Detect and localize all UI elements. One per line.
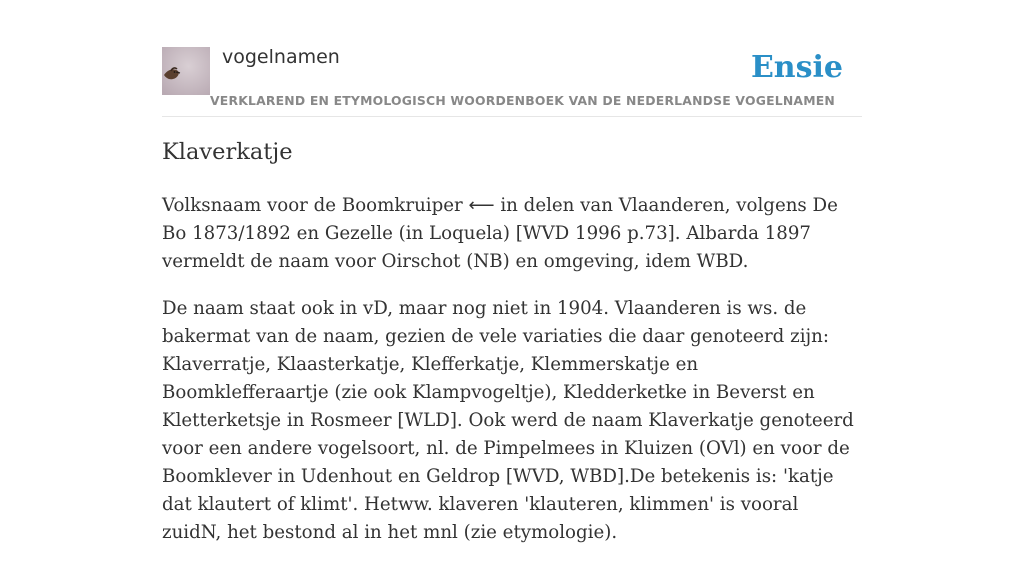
site-subtitle: VERKLAREND EN ETYMOLOGISCH WOORDENBOEK VAN DE NEDERLANDSE VOGELNAMEN [210, 93, 835, 108]
arrow-left-icon[interactable]: ⟵ [468, 195, 495, 216]
bird-photo-icon [162, 47, 210, 95]
paragraph-1-text-end: in delen van Vlaanderen, volgens De Bo 1873/1892 en Gezelle (in Loquela) [WVD 1996 p.73]. Albarda 1897 vermeldt de naam voor Oirschot (NB) en omgeving, idem WBD. [162, 195, 838, 272]
site-name-link[interactable]: vogelnamen [222, 46, 340, 68]
entry-paragraph-2: De naam staat ook in vD, maar nog niet in 1904. Vlaanderen is ws. de bakermat van de naam, gezien de vele variaties die daar genoteerd zijn: Klaverratje, Klaasterkatje, Klefferkatje, Klemmerskatje en Boomklefferaartje (zie ook Klampvogeltje), Kledderketke in Beverst en Kletterketsje in Rosmeer [WLD]. Ook werd de naam Klaverkatje genoteerd voor een andere vogelsoort, nl. de Pimpelmees in Kluizen (OVl) en voor de Boomklever in Udenhout en Geldrop [WVD, WBD].De betekenis is: 'katje dat klautert of klimt'. Hetww. klaveren 'klauteren, klimmen' is vooral zuidN, het bestond al in het mnl (zie etymologie). [162, 298, 854, 543]
entry-paragraph-1 [162, 192, 862, 276]
ensie-logo-link[interactable]: Ensie [750, 50, 843, 85]
paragraph-1-text-start: Volksnaam voor de Boomkruiper [162, 195, 469, 216]
site-header [162, 0, 862, 117]
avatar[interactable] [162, 47, 210, 95]
entry-title: Klaverkatje [162, 139, 293, 165]
entry-content [162, 192, 862, 566]
